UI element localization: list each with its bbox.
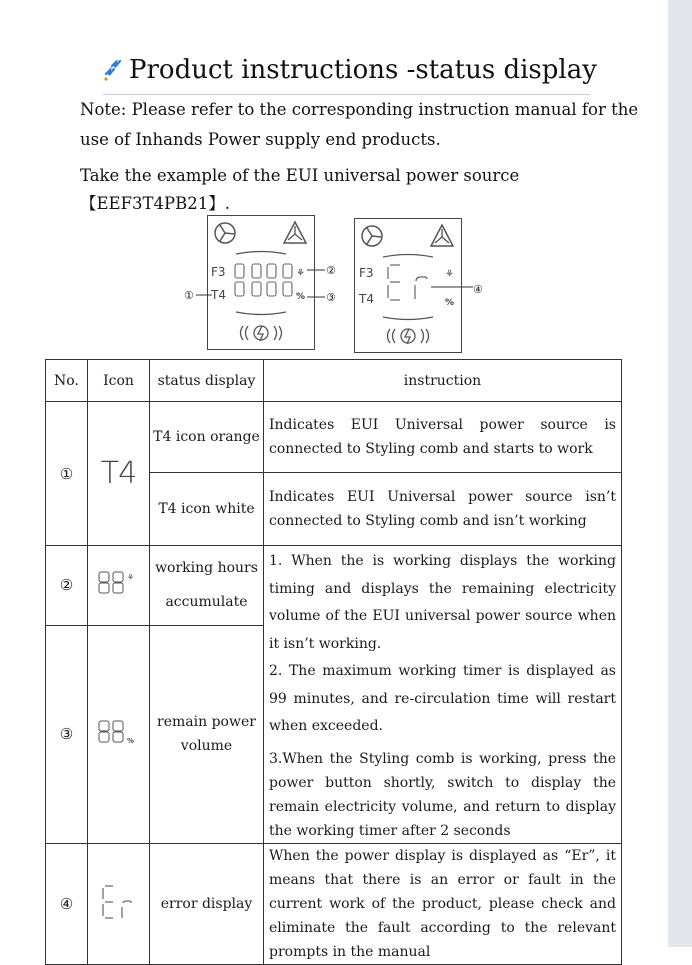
status-table: [45, 359, 622, 965]
lightning-icon: [103, 60, 123, 82]
instruction-paragraph-3: 3.When the Styling comb is working, press the power button shortly, switch to display the remain electricity volume, and return to display the working timer after 2 seconds: [269, 750, 616, 839]
status-cell: T4 icon white: [150, 473, 264, 546]
hours-digits-icon: [88, 546, 150, 626]
instruction-cell: When the power display is displayed as “Er”, it means that there is an error or fault in the current work of the product, please check and eliminate the fault according to the relevant prompts in the manual: [264, 843, 622, 964]
svg-text:⚘: ⚘: [296, 268, 305, 279]
note-line-1: Note: Please refer to the corresponding instruction manual for the: [80, 100, 639, 119]
status-cell: error display: [150, 843, 264, 964]
svg-text:%: %: [126, 737, 134, 746]
instruction-cell: Indicates EUI Universal power source is connected to Styling comb and starts to work: [264, 402, 622, 473]
lcd-t4-label: T4: [211, 288, 226, 302]
callout-3-line: [307, 295, 325, 299]
instruction-cell: Indicates EUI Universal power source isn’t connected to Styling comb and isn’t working: [264, 473, 622, 546]
status-cell: remain power volume: [150, 625, 264, 843]
callout-1: ①: [184, 289, 194, 302]
row-number: ①: [46, 402, 88, 546]
header-icon: Icon: [88, 360, 150, 402]
shared-instruction-cell: [264, 546, 622, 844]
header-no: No.: [46, 360, 88, 402]
lcd-f3-label: F3: [211, 265, 226, 279]
row-number: ②: [46, 546, 88, 626]
header-status: status display: [150, 360, 264, 402]
lcd-error-t4-label: T4: [359, 292, 374, 306]
title-bar: [103, 52, 597, 95]
example-line-2: 【EEF3T4PB21】.: [80, 194, 231, 213]
lcd-diagram-normal: [207, 215, 315, 350]
callout-2-line: [307, 268, 325, 272]
instruction-paragraph-2: 2. The maximum working timer is displayed as 99 minutes, and re-circulation time will restart when exceeded.: [269, 663, 616, 734]
callout-2: ②: [326, 264, 336, 277]
table-row: [46, 546, 622, 626]
page-title: Product instructions -status display: [129, 55, 597, 85]
instruction-paragraph-1: 1. When the is working displays the working timing and displays the remaining electricity volume of the EUI universal power source when it isn’t working.: [269, 553, 616, 652]
row-number: ③: [46, 625, 88, 843]
callout-4: ④: [473, 283, 483, 296]
lcd-error-f3-label: F3: [359, 266, 374, 280]
table-header-row: [46, 360, 622, 402]
lcd-error-percent-label: %: [445, 298, 455, 308]
t4-icon: [88, 402, 150, 546]
table-row: [46, 843, 622, 964]
callout-1-line: [196, 293, 212, 297]
lcd-normal-graphic: [208, 216, 314, 349]
percent-digits-icon: [88, 625, 150, 843]
percent-digits-graphic: [96, 719, 142, 745]
callout-3: ③: [326, 291, 336, 304]
error-digits-graphic: [96, 882, 142, 922]
error-digits-icon: [88, 843, 150, 964]
right-scroll-gutter: [668, 0, 692, 947]
table-row: [46, 402, 622, 473]
status-cell: working hours accumulate: [150, 546, 264, 626]
svg-text:⚘: ⚘: [126, 573, 134, 583]
example-line-1: Take the example of the EUI universal power source: [80, 166, 520, 185]
lcd-percent-label: %: [296, 292, 306, 302]
row-number: ④: [46, 843, 88, 964]
status-cell: T4 icon orange: [150, 402, 264, 473]
note-line-2: use of Inhands Power supply end products.: [80, 130, 441, 149]
header-instruction: instruction: [264, 360, 622, 402]
callout-4-line: [431, 285, 473, 289]
hours-digits-graphic: [96, 570, 142, 596]
svg-text:⚘: ⚘: [445, 269, 454, 280]
t4-icon-text: T4: [100, 456, 137, 491]
